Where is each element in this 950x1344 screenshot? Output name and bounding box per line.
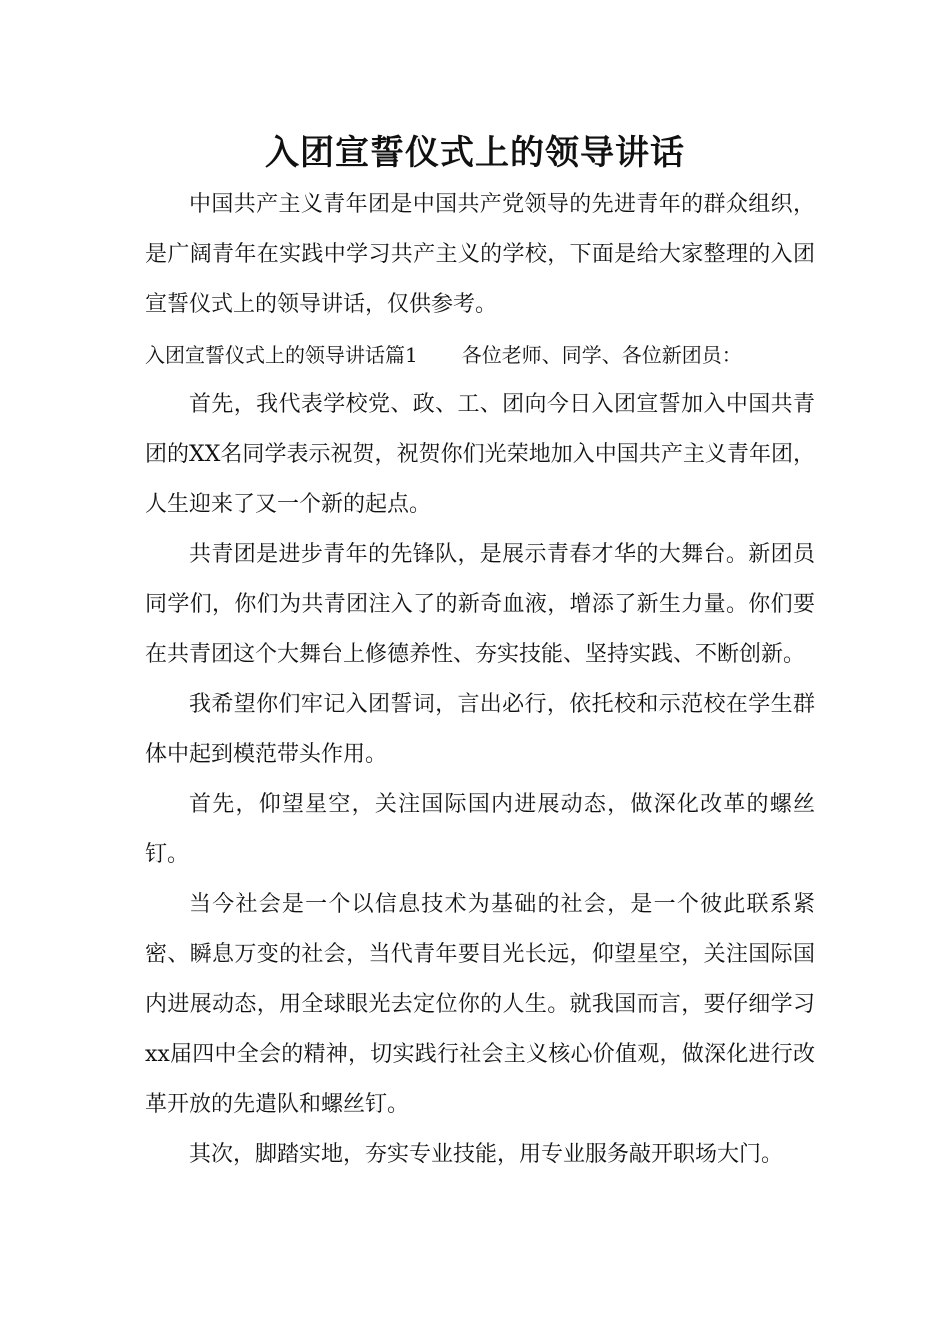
body-paragraph-4: 首先，仰望星空，关注国际国内进展动态，做深化改革的螺丝钉。 bbox=[145, 792, 815, 867]
body-paragraph-1: 首先，我代表学校党、政、工、团向今日入团宣誓加入中国共青团的XX名同学表示祝贺，祝贺你们光荣地加入中国共产主义青年团，人生迎来了又一个新的起点。 bbox=[145, 392, 815, 517]
body-paragraph-3: 我希望你们牢记入团誓词，言出必行，依托校和示范校在学生群体中起到模范带头作用。 bbox=[145, 692, 815, 767]
document-body bbox=[145, 180, 815, 1180]
body-paragraph-2: 共青团是进步青年的先锋队，是展示青春才华的大舞台。新团员同学们，你们为共青团注入了的新奇血液，增添了新生力量。你们要在共青团这个大舞台上修德养性、夯实技能、坚持实践、不断创新。 bbox=[145, 542, 815, 667]
body-paragraph-5: 当今社会是一个以信息技术为基础的社会，是一个彼此联系紧密、瞬息万变的社会，当代青年要目光长远，仰望星空，关注国际国内进展动态，用全球眼光去定位你的人生。就我国而言，要仔细学习xx届四中全会的精神，切实践行社会主义核心价值观，做深化进行改革开放的先遣队和螺丝钉。 bbox=[145, 892, 815, 1117]
document-title: 入团宣誓仪式上的领导讲话 bbox=[265, 133, 685, 173]
section-heading: 入团宣誓仪式上的领导讲话篇1 bbox=[145, 343, 418, 367]
section-heading-line bbox=[145, 330, 815, 380]
greeting: 各位老师、同学、各位新团员： bbox=[461, 343, 742, 367]
body-paragraph-6: 其次，脚踏实地，夯实专业技能，用专业服务敲开职场大门。 bbox=[189, 1142, 784, 1167]
intro-paragraph: 中国共产主义青年团是中国共产党领导的先进青年的群众组织，是广阔青年在实践中学习共产主义的学校，下面是给大家整理的入团宣誓仪式上的领导讲话，仅供参考。 bbox=[145, 192, 815, 317]
